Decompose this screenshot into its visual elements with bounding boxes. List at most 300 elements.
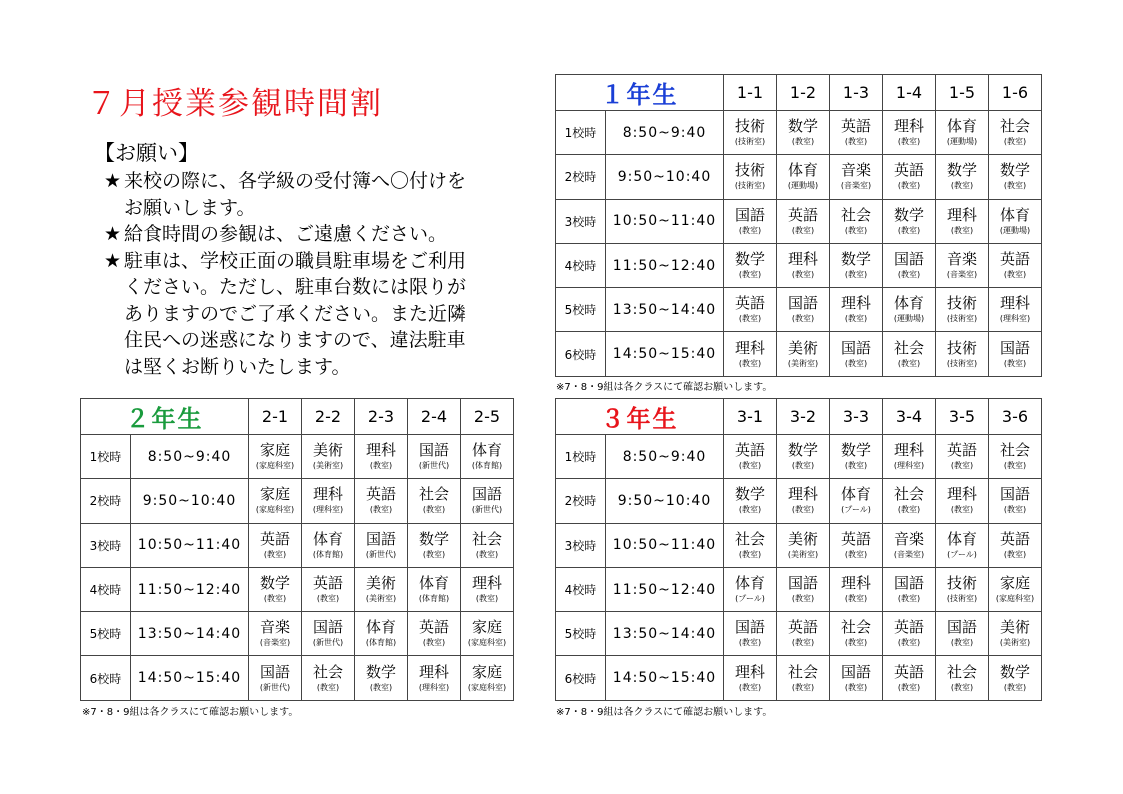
subject-label: 数学 <box>734 485 765 504</box>
room-label: (美術室) <box>312 461 344 471</box>
subject-label: 国語 <box>471 485 502 504</box>
subject-label: 数学 <box>893 205 924 224</box>
subject-label: 技術 <box>734 161 765 180</box>
room-label: (教室) <box>791 594 815 604</box>
subject-label: 数学 <box>840 250 871 269</box>
period-label: 1校時 <box>81 435 131 479</box>
lesson-cell <box>989 288 1042 332</box>
room-label: (体育館) <box>471 461 503 471</box>
room-label: (教室) <box>897 594 921 604</box>
class-header: 3-4 <box>883 399 936 435</box>
lesson-cell <box>883 332 936 376</box>
subject-label: 理科 <box>946 205 977 224</box>
lesson-cell <box>355 656 408 700</box>
subject-label: 英語 <box>999 250 1030 269</box>
lesson-cell <box>883 199 936 243</box>
lesson-cell <box>830 332 883 376</box>
room-label: (教室) <box>738 638 762 648</box>
timetable-grade-2 <box>80 398 514 701</box>
room-label: (教室) <box>1003 270 1027 280</box>
lesson-cell <box>989 332 1042 376</box>
subject-label: 社会 <box>840 205 871 224</box>
lesson-cell <box>883 111 936 155</box>
subject-label: 体育 <box>946 529 977 548</box>
subject-label: 理科 <box>734 338 765 357</box>
period-label: 6校時 <box>81 656 131 700</box>
room-label: (教室) <box>897 682 921 692</box>
table-row <box>81 523 514 567</box>
table-row <box>556 612 1042 656</box>
subject-label: 英語 <box>734 294 765 313</box>
lesson-cell <box>302 479 355 523</box>
subject-label: 社会 <box>787 662 818 681</box>
room-label: (教室) <box>316 594 340 604</box>
room-label: (運動場) <box>946 137 978 147</box>
lesson-cell <box>249 479 302 523</box>
class-header: 1-4 <box>883 75 936 111</box>
subject-label: 社会 <box>893 485 924 504</box>
period-label: 2校時 <box>81 479 131 523</box>
timetable-note: ※7・8・9組は各クラスにて確認お願いします。 <box>82 707 299 718</box>
lesson-cell <box>936 332 989 376</box>
subject-label: 理科 <box>471 574 502 593</box>
period-label: 6校時 <box>556 332 606 376</box>
room-label: (教室) <box>738 505 762 515</box>
subject-label: 美術 <box>787 338 818 357</box>
room-label: (教室) <box>369 461 393 471</box>
room-label: (音楽室) <box>893 549 925 559</box>
lesson-cell <box>777 612 830 656</box>
request-item: ★ 給食時間の参観は、ご遠慮ください。 <box>104 221 524 248</box>
subject-label: 英語 <box>787 205 818 224</box>
room-label: (教室) <box>738 225 762 235</box>
subject-label: 国語 <box>734 618 765 637</box>
room-label: (音楽室) <box>840 181 872 191</box>
lesson-cell <box>408 523 461 567</box>
subject-label: 理科 <box>946 485 977 504</box>
room-label: (音楽室) <box>259 638 291 648</box>
subject-label: 社会 <box>946 662 977 681</box>
room-label: (技術室) <box>946 594 978 604</box>
room-label: (理科室) <box>999 314 1031 324</box>
page-title: ７月授業参観時間割 <box>86 86 383 122</box>
class-header: 3-5 <box>936 399 989 435</box>
room-label: (家庭科室) <box>255 461 295 471</box>
subject-label: 技術 <box>734 117 765 136</box>
lesson-cell <box>936 523 989 567</box>
lesson-cell <box>830 612 883 656</box>
lesson-cell <box>724 243 777 287</box>
subject-label: 体育 <box>999 205 1030 224</box>
period-time: 10:50~11:40 <box>606 199 724 243</box>
table-row <box>556 111 1042 155</box>
lesson-cell <box>777 332 830 376</box>
class-header: 2-5 <box>461 399 514 435</box>
room-label: (新世代) <box>365 549 397 559</box>
class-header: 2-4 <box>408 399 461 435</box>
room-label: (運動場) <box>999 225 1031 235</box>
room-label: (教室) <box>1003 181 1027 191</box>
requests-list <box>104 168 524 380</box>
room-label: (教室) <box>844 358 868 368</box>
subject-label: 国語 <box>840 338 871 357</box>
room-label: (教室) <box>897 270 921 280</box>
lesson-cell <box>936 155 989 199</box>
subject-label: 英語 <box>999 529 1030 548</box>
table-row <box>556 288 1042 332</box>
table-row <box>556 155 1042 199</box>
lesson-cell <box>830 199 883 243</box>
subject-label: 体育 <box>734 574 765 593</box>
room-label: (教室) <box>738 270 762 280</box>
lesson-cell <box>883 656 936 700</box>
lesson-cell <box>936 479 989 523</box>
subject-label: 数学 <box>946 161 977 180</box>
lesson-cell <box>355 479 408 523</box>
subject-label: 国語 <box>893 250 924 269</box>
subject-label: 英語 <box>840 117 871 136</box>
period-label: 2校時 <box>556 479 606 523</box>
subject-label: 国語 <box>999 485 1030 504</box>
subject-label: 国語 <box>312 618 343 637</box>
room-label: (プール) <box>735 594 765 604</box>
subject-label: 音楽 <box>259 618 290 637</box>
subject-label: 理科 <box>893 441 924 460</box>
subject-label: 社会 <box>999 117 1030 136</box>
lesson-cell <box>461 656 514 700</box>
grade-heading: ２年生 <box>81 399 249 435</box>
lesson-cell <box>830 435 883 479</box>
lesson-cell <box>777 479 830 523</box>
room-label: (教室) <box>897 638 921 648</box>
table-row <box>81 435 514 479</box>
subject-label: 体育 <box>418 574 449 593</box>
lesson-cell <box>830 155 883 199</box>
lesson-cell <box>883 243 936 287</box>
room-label: (教室) <box>950 181 974 191</box>
lesson-cell <box>777 523 830 567</box>
lesson-cell <box>249 612 302 656</box>
period-time: 9:50~10:40 <box>606 479 724 523</box>
period-label: 5校時 <box>81 612 131 656</box>
subject-label: 理科 <box>840 294 871 313</box>
subject-label: 社会 <box>840 618 871 637</box>
room-label: (新世代) <box>312 638 344 648</box>
room-label: (教室) <box>844 270 868 280</box>
lesson-cell <box>883 612 936 656</box>
subject-label: 英語 <box>946 441 977 460</box>
table-row <box>556 199 1042 243</box>
class-header: 3-6 <box>989 399 1042 435</box>
request-item: ★ 駐車は、学校正面の職員駐車場をご利用 ください。ただし、駐車台数には限りが ありますのでご了承ください。また近隣 住民への迷惑になりますので、違法駐車 は堅くお断りいたします。 <box>104 248 524 381</box>
subject-label: 数学 <box>787 441 818 460</box>
subject-label: 国語 <box>999 338 1030 357</box>
room-label: (教室) <box>791 682 815 692</box>
period-label: 3校時 <box>556 199 606 243</box>
subject-label: 国語 <box>787 294 818 313</box>
class-header: 2-3 <box>355 399 408 435</box>
room-label: (美術室) <box>999 638 1031 648</box>
room-label: (教室) <box>1003 682 1027 692</box>
lesson-cell <box>989 567 1042 611</box>
lesson-cell <box>936 111 989 155</box>
subject-label: 英語 <box>787 618 818 637</box>
room-label: (体育館) <box>418 594 450 604</box>
lesson-cell <box>724 567 777 611</box>
period-time: 8:50~9:40 <box>606 435 724 479</box>
room-label: (教室) <box>950 682 974 692</box>
subject-label: 家庭 <box>999 574 1030 593</box>
room-label: (新世代) <box>259 682 291 692</box>
lesson-cell <box>724 479 777 523</box>
room-label: (体育館) <box>365 638 397 648</box>
room-label: (教室) <box>950 225 974 235</box>
subject-label: 技術 <box>946 574 977 593</box>
room-label: (教室) <box>422 549 446 559</box>
table-row <box>556 332 1042 376</box>
room-label: (家庭科室) <box>995 594 1035 604</box>
period-time: 13:50~14:40 <box>606 288 724 332</box>
room-label: (家庭科室) <box>467 638 507 648</box>
room-label: (教室) <box>738 358 762 368</box>
table-row <box>81 567 514 611</box>
class-header: 2-1 <box>249 399 302 435</box>
timetable-note: ※7・8・9組は各クラスにて確認お願いします。 <box>556 382 773 393</box>
lesson-cell <box>724 435 777 479</box>
subject-label: 国語 <box>840 662 871 681</box>
subject-label: 国語 <box>365 529 396 548</box>
room-label: (体育館) <box>312 549 344 559</box>
period-time: 11:50~12:40 <box>131 567 249 611</box>
subject-label: 体育 <box>946 117 977 136</box>
subject-label: 数学 <box>999 662 1030 681</box>
room-label: (教室) <box>1003 137 1027 147</box>
class-header: 1-1 <box>724 75 777 111</box>
room-label: (教室) <box>897 225 921 235</box>
period-time: 9:50~10:40 <box>131 479 249 523</box>
room-label: (技術室) <box>734 181 766 191</box>
timetable-grade-1 <box>555 74 1042 377</box>
period-time: 14:50~15:40 <box>606 656 724 700</box>
lesson-cell <box>249 523 302 567</box>
table-row <box>556 523 1042 567</box>
subject-label: 数学 <box>418 529 449 548</box>
subject-label: 英語 <box>312 574 343 593</box>
subject-label: 数学 <box>734 250 765 269</box>
room-label: (教室) <box>844 682 868 692</box>
lesson-cell <box>302 523 355 567</box>
room-label: (教室) <box>897 181 921 191</box>
grade-heading: ３年生 <box>556 399 724 435</box>
subject-label: 国語 <box>893 574 924 593</box>
lesson-cell <box>777 243 830 287</box>
lesson-cell <box>883 567 936 611</box>
lesson-cell <box>302 567 355 611</box>
lesson-cell <box>989 435 1042 479</box>
table-row <box>556 435 1042 479</box>
room-label: (教室) <box>844 225 868 235</box>
room-label: (教室) <box>791 137 815 147</box>
class-header: 1-3 <box>830 75 883 111</box>
table-row <box>556 567 1042 611</box>
subject-label: 英語 <box>259 529 290 548</box>
room-label: (教室) <box>422 638 446 648</box>
lesson-cell <box>936 567 989 611</box>
room-label: (理科室) <box>893 461 925 471</box>
room-label: (音楽室) <box>946 270 978 280</box>
subject-label: 英語 <box>893 618 924 637</box>
subject-label: 家庭 <box>259 485 290 504</box>
room-label: (教室) <box>738 549 762 559</box>
subject-label: 理科 <box>312 485 343 504</box>
class-header: 3-1 <box>724 399 777 435</box>
class-header: 1-5 <box>936 75 989 111</box>
subject-label: 体育 <box>365 618 396 637</box>
room-label: (教室) <box>422 505 446 515</box>
period-label: 3校時 <box>556 523 606 567</box>
room-label: (教室) <box>950 461 974 471</box>
subject-label: 社会 <box>893 338 924 357</box>
period-label: 5校時 <box>556 612 606 656</box>
period-time: 14:50~15:40 <box>606 332 724 376</box>
room-label: (教室) <box>263 594 287 604</box>
lesson-cell <box>989 111 1042 155</box>
room-label: (教室) <box>738 314 762 324</box>
room-label: (教室) <box>263 549 287 559</box>
room-label: (教室) <box>950 505 974 515</box>
room-label: (教室) <box>897 358 921 368</box>
room-label: (新世代) <box>418 461 450 471</box>
room-label: (新世代) <box>471 505 503 515</box>
subject-label: 社会 <box>418 485 449 504</box>
lesson-cell <box>883 155 936 199</box>
lesson-cell <box>777 435 830 479</box>
period-time: 14:50~15:40 <box>131 656 249 700</box>
subject-label: 理科 <box>999 294 1030 313</box>
lesson-cell <box>249 435 302 479</box>
lesson-cell <box>355 567 408 611</box>
room-label: (教室) <box>1003 549 1027 559</box>
subject-label: 家庭 <box>259 441 290 460</box>
room-label: (プール) <box>947 549 977 559</box>
room-label: (運動場) <box>787 181 819 191</box>
lesson-cell <box>936 243 989 287</box>
subject-label: 英語 <box>418 618 449 637</box>
requests-heading: 【お願い】 <box>94 141 199 165</box>
table-row <box>556 243 1042 287</box>
subject-label: 国語 <box>946 618 977 637</box>
subject-label: 社会 <box>471 529 502 548</box>
lesson-cell <box>777 111 830 155</box>
lesson-cell <box>936 288 989 332</box>
lesson-cell <box>302 656 355 700</box>
room-label: (教室) <box>738 461 762 471</box>
period-time: 13:50~14:40 <box>131 612 249 656</box>
request-item: ★ 来校の際に、各学級の受付簿へ〇付けを お願いします。 <box>104 168 524 221</box>
lesson-cell <box>936 199 989 243</box>
period-label: 1校時 <box>556 435 606 479</box>
period-time: 8:50~9:40 <box>131 435 249 479</box>
subject-label: 数学 <box>840 441 871 460</box>
period-label: 5校時 <box>556 288 606 332</box>
room-label: (技術室) <box>946 314 978 324</box>
room-label: (教室) <box>791 505 815 515</box>
lesson-cell <box>461 523 514 567</box>
lesson-cell <box>724 199 777 243</box>
table-row <box>81 656 514 700</box>
class-header: 1-6 <box>989 75 1042 111</box>
room-label: (教室) <box>369 505 393 515</box>
lesson-cell <box>408 656 461 700</box>
class-header: 3-3 <box>830 399 883 435</box>
subject-label: 音楽 <box>946 250 977 269</box>
subject-label: 家庭 <box>471 618 502 637</box>
subject-label: 数学 <box>365 662 396 681</box>
room-label: (教室) <box>844 638 868 648</box>
room-label: (教室) <box>1003 358 1027 368</box>
lesson-cell <box>883 288 936 332</box>
lesson-cell <box>777 199 830 243</box>
lesson-cell <box>989 155 1042 199</box>
subject-label: 体育 <box>471 441 502 460</box>
room-label: (教室) <box>950 638 974 648</box>
class-header: 3-2 <box>777 399 830 435</box>
room-label: (教室) <box>475 549 499 559</box>
room-label: (教室) <box>791 314 815 324</box>
period-time: 10:50~11:40 <box>131 523 249 567</box>
subject-label: 国語 <box>259 662 290 681</box>
lesson-cell <box>830 479 883 523</box>
lesson-cell <box>724 656 777 700</box>
room-label: (家庭科室) <box>467 682 507 692</box>
timetable-note: ※7・8・9組は各クラスにて確認お願いします。 <box>556 707 773 718</box>
lesson-cell <box>724 523 777 567</box>
lesson-cell <box>989 479 1042 523</box>
period-time: 11:50~12:40 <box>606 243 724 287</box>
room-label: (美術室) <box>787 549 819 559</box>
period-label: 4校時 <box>556 567 606 611</box>
room-label: (教室) <box>791 461 815 471</box>
room-label: (技術室) <box>734 137 766 147</box>
table-row <box>81 479 514 523</box>
table-row <box>81 612 514 656</box>
lesson-cell <box>302 435 355 479</box>
lesson-cell <box>724 111 777 155</box>
subject-label: 体育 <box>787 161 818 180</box>
table-row <box>556 479 1042 523</box>
lesson-cell <box>461 479 514 523</box>
lesson-cell <box>989 523 1042 567</box>
subject-label: 数学 <box>999 161 1030 180</box>
subject-label: 音楽 <box>840 161 871 180</box>
subject-label: 数学 <box>787 117 818 136</box>
room-label: (美術室) <box>365 594 397 604</box>
room-label: (教室) <box>791 225 815 235</box>
subject-label: 美術 <box>312 441 343 460</box>
room-label: (教室) <box>738 682 762 692</box>
lesson-cell <box>936 435 989 479</box>
lesson-cell <box>883 479 936 523</box>
subject-label: 理科 <box>840 574 871 593</box>
subject-label: 国語 <box>734 205 765 224</box>
lesson-cell <box>302 612 355 656</box>
lesson-cell <box>461 567 514 611</box>
subject-label: 理科 <box>893 117 924 136</box>
lesson-cell <box>777 656 830 700</box>
subject-label: 技術 <box>946 294 977 313</box>
room-label: (理科室) <box>418 682 450 692</box>
room-label: (教室) <box>1003 461 1027 471</box>
